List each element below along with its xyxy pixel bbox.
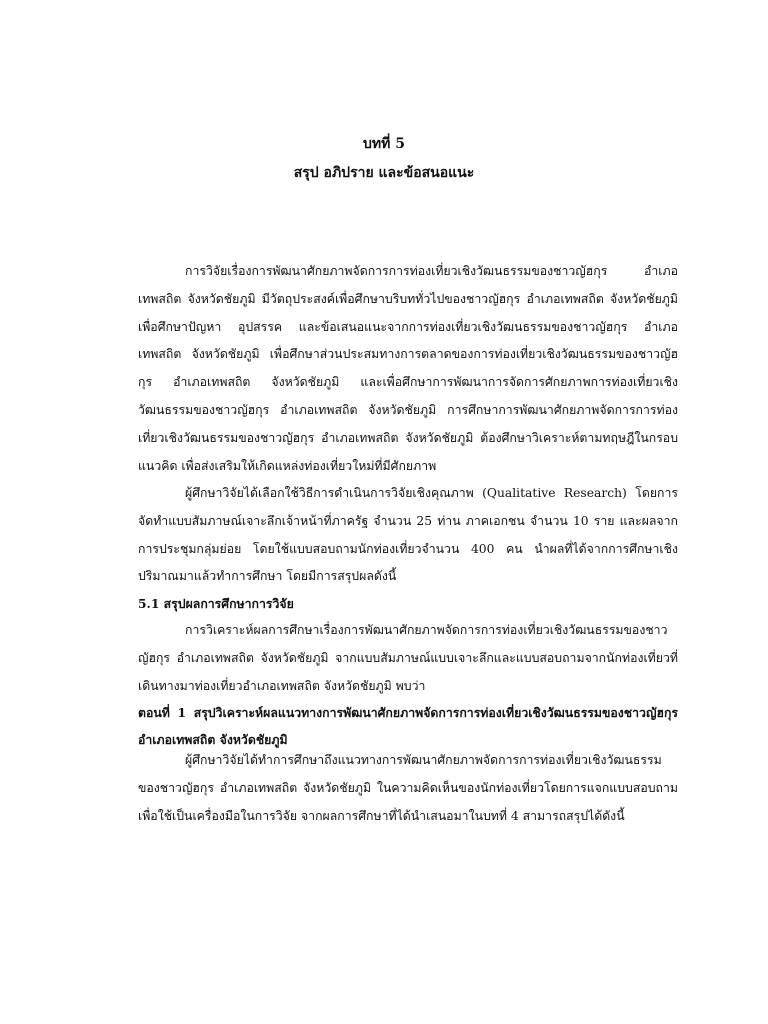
step-1-paragraph: ผู้ศึกษาวิจัยได้ทำการศึกษาถึงแนวทางการพัฒนาศักยภาพจัดการการท่องเที่ยวเชิงวัฒนธรรมของชาวญัฮกุร อำเภอเทพสถิต จังหวัดชัยภูมิ ในความคิดเห็นของนักท่องเที่ยวโดยการแจกแบบสอบถามเพื่อใช้เป็นเครื่องมือในการวิจัย จากผลการศึกษาที่ได้นำเสนอมาในบทที่ 4 สามารถสรุปได้ดังนี้ [138,753,678,823]
method-paragraph: ผู้ศึกษาวิจัยได้เลือกใช้วิธีการดำเนินการวิจัยเชิงคุณภาพ (Qualitative Research) โดยการจัดทำแบบสัมภาษณ์เจาะลึกเจ้าหน้าที่ภาครัฐ จำนวน 25 ท่าน ภาคเอกชน จำนวน 10 ราย และผลจากการประชุมกลุ่มย่อย โดยใช้แบบสอบถามนักท่องเที่ยวจำนวน 400 คน นำผลที่ได้จากการศึกษาเชิงปริมาณมาแล้วทำการศึกษา โดยมีการสรุปผลดังนี้ [138,486,678,584]
section-heading-5-1: 5.1 สรุปผลการศึกษาการวิจัย [138,596,294,611]
intro-paragraph: การวิจัยเรื่องการพัฒนาศักยภาพจัดการการท่องเที่ยวเชิงวัฒนธรรมของชาวญัฮกุร อำเภอเทพสถิต จังหวัดชัยภูมิ มีวัตถุประสงค์เพื่อศึกษาบริบททั่วไปของชาวญัฮกุร อำเภอเทพสถิต จังหวัดชัยภูมิ เพื่อศึกษาปัญหา อุปสรรค และข้อเสนอแนะจากการท่องเที่ยวเชิงวัฒนธรรมของชาวญัฮกุร อำเภอเทพสถิต จังหวัดชัยภูมิ เพื่อศึกษาส่วนประสมทางการตลาดของการท่องเที่ยวเชิงวัฒนธรรมของชาวญัฮกุร อำเภอเทพสถิต จังหวัดชัยภูมิ และเพื่อศึกษาการพัฒนาการจัดการศักยภาพการท่องเที่ยวเชิงวัฒนธรรมของชาวญัฮกุร อำเภอเทพสถิต จังหวัดชัยภูมิ การศึกษาการพัฒนาศักยภาพจัดการการท่องเที่ยวเชิงวัฒนธรรมของชาวญัฮกุร อำเภอเทพสถิต จังหวัดชัยภูมิ ต้องศึกษาวิเคราะห์ตามทฤษฎีในกรอบแนวคิด เพื่อส่งเสริมให้เกิดแหล่งท่องเที่ยวใหม่ที่มีศักยภาพ [138,264,678,473]
chapter-number: บทที่ 5 [363,136,405,152]
section-5-1-paragraph: การวิเคราะห์ผลการศึกษาเรื่องการพัฒนาศักยภาพจัดการการท่องเที่ยวเชิงวัฒนธรรมของชาวญัฮกุร อำเภอเทพสถิต จังหวัดชัยภูมิ จากแบบสัมภาษณ์แบบเจาะลึกและแบบสอบถามจากนักท่องเที่ยวที่เดินทางมาท่องเที่ยวอำเภอเทพสถิต จังหวัดชัยภูมิ พบว่า [138,623,678,693]
chapter-title: สรุป อภิปราย และข้อสนอแนะ [293,165,475,181]
step-1-heading: ตอนที่ 1 สรุปวิเคราะห์ผลแนวทางการพัฒนาศักยภาพจัดการการท่องเที่ยวเชิงวัฒนธรรมของชาวญัฮกุร อำเภอเทพสถิต จังหวัดชัยภูมิ [138,705,678,747]
